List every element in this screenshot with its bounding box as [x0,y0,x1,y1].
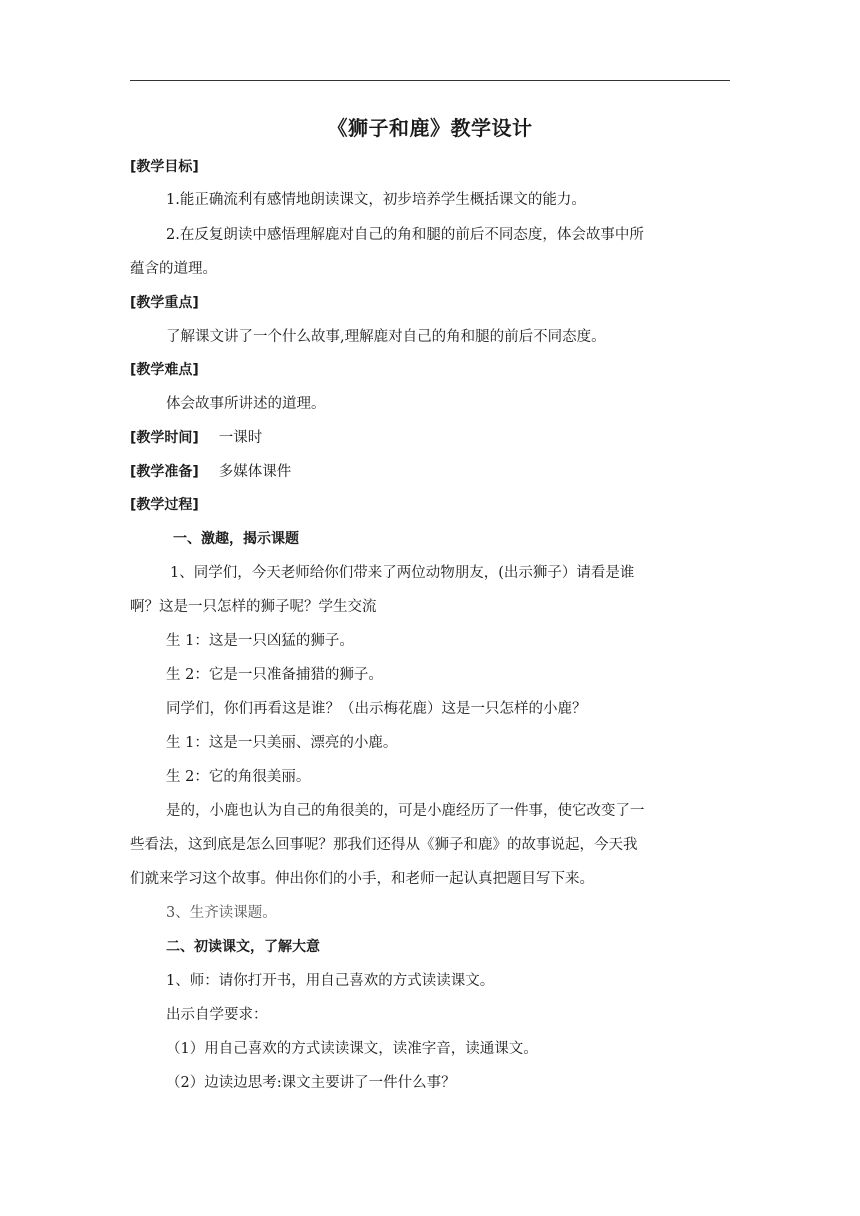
section-2-title: 二、初读课文，了解大意 [166,939,320,955]
section-1-title: 一、激趣，揭示课题 [173,531,299,547]
time-value: 一课时 [218,430,263,446]
section-1-line-4: 生 2：它是一只准备捕猎的狮子。 [166,667,383,683]
section-1-line-1: 1、同学们，今天老师给你们带来了两位动物朋友，(出示狮子）请看是谁 [170,565,635,581]
difficulties-heading: [教学难点] [130,362,199,378]
objectives-heading: [教学目标] [130,159,199,175]
key-points-text: 了解课文讲了一个什么故事,理解鹿对自己的角和腿的前后不同态度。 [166,329,606,345]
prep-row [130,455,740,489]
section-2-line-1: 1、师：请你打开书，用自己喜欢的方式读读课文。 [166,973,495,989]
time-heading: [教学时间] [130,430,199,446]
section-2-line-3: （1）用自己喜欢的方式读读课文，读准字音，读通课文。 [166,1041,538,1057]
objective-1: 1.能正确流利有感情地朗读课文，初步培养学生概括课文的能力。 [166,192,586,208]
document-title: 《狮子和鹿》教学设计 [327,116,533,140]
process-heading: [教学过程] [130,497,199,513]
section-2-line-2: 出示自学要求： [166,1007,268,1023]
section-1-line-11: 3、生齐读课题。 [166,905,277,921]
prep-value: 多媒体课件 [218,464,292,480]
key-points-heading: [教学重点] [130,295,199,311]
section-1-line-8: 是的，小鹿也认为自己的角很美的，可是小鹿经历了一件事，使它改变了一 [166,803,645,819]
section-1-line-9: 些看法，这到底是怎么回事呢？那我们还得从《狮子和鹿》的故事说起，今天我 [130,837,638,853]
header-rule [130,80,730,81]
section-1-line-10: 们就来学习这个故事。伸出你们的小手，和老师一起认真把题目写下来。 [130,871,594,887]
section-1-line-5: 同学们，你们再看这是谁？（出示梅花鹿）这是一只怎样的小鹿？ [166,701,587,717]
section-1-line-2: 啊？这是一只怎样的狮子呢？学生交流 [130,599,377,615]
section-1-line-6: 生 1：这是一只美丽、漂亮的小鹿。 [166,735,398,751]
difficulties-text: 体会故事所讲述的道理。 [166,396,326,412]
prep-heading: [教学准备] [130,464,199,480]
section-1-line-3: 生 1：这是一只凶猛的狮子。 [166,633,354,649]
objective-2: 2.在反复朗读中感悟理解鹿对自己的角和腿的前后不同态度，体会故事中所 [166,227,644,243]
objective-2-cont: 蕴含的道理。 [130,261,217,277]
time-row [130,421,740,455]
section-1-line-7: 生 2：它的角很美丽。 [166,769,311,785]
section-2-line-4: （2）边读边思考:课文主要讲了一件什么事？ [166,1075,456,1091]
